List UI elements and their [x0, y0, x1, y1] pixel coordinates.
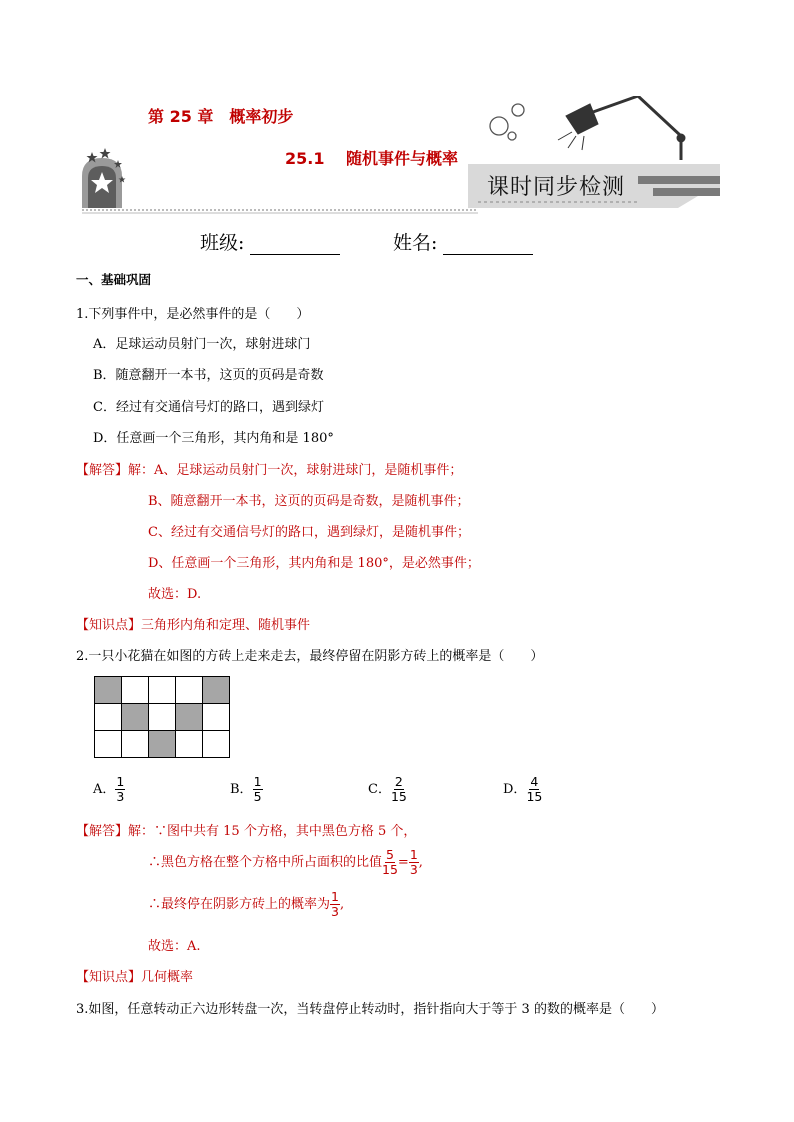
tile-shaded — [203, 677, 230, 704]
chapter-title: 第 25 章 概率初步 — [148, 107, 294, 126]
section-heading: 一、基础巩固 — [76, 272, 152, 287]
q2-prob-den: 3 — [331, 904, 339, 919]
name-label: 姓名: — [393, 232, 438, 254]
tile-white — [95, 704, 122, 731]
star-badge-icon — [82, 148, 126, 208]
q2-choice-b-fraction — [253, 775, 263, 804]
q2-knowledge-text: 几何概率 — [141, 970, 194, 985]
q2-choice-a — [93, 775, 125, 804]
tile-grid — [94, 676, 230, 758]
q2-choice-d-fraction — [526, 775, 542, 804]
tile-shaded — [122, 704, 149, 731]
q2-choice-a-num: 1 — [116, 774, 125, 789]
q1-option-b: B．随意翻开一本书，这页的页码是奇数 — [93, 368, 324, 383]
q2-answer-line-2 — [148, 848, 423, 877]
q2-prob-fraction — [330, 890, 340, 919]
q1-answer-line-5: 故选：D. — [148, 587, 202, 602]
q1-answer-line-3: C、经过有交通信号灯的路口，遇到绿灯，是随机事件； — [148, 525, 470, 540]
q2-ratio-num: 5 — [385, 847, 394, 862]
tile-shaded — [149, 731, 176, 758]
q2-choice-d-label: D． — [503, 782, 527, 797]
q2-choice-b-label: B． — [230, 782, 253, 797]
q2-prob-num: 1 — [331, 889, 339, 904]
q2-knowledge-tag: 【知识点】 — [76, 970, 142, 985]
tile-white — [203, 731, 230, 758]
q1-answer-tag: 【解答】 — [76, 463, 129, 478]
q2-choice-d-den: 15 — [526, 789, 543, 804]
q2-result-den: 3 — [409, 862, 418, 877]
q2-choice-c-num: 2 — [394, 774, 403, 789]
name-blank[interactable] — [443, 234, 533, 255]
q1-option-a: A．足球运动员射门一次，球射进球门 — [93, 337, 311, 352]
q1-knowledge — [76, 614, 310, 633]
q1-answer-line-1 — [76, 459, 462, 478]
tile-white — [122, 731, 149, 758]
q2-answer-suffix: , — [339, 897, 345, 912]
q2-choice-a-fraction — [115, 775, 125, 804]
q3-stem: 3.如图，任意转动正六边形转盘一次，当转盘停止转动时，指针指向大于等于 3 的数的概率是（ ） — [76, 1002, 664, 1017]
q2-knowledge — [76, 966, 193, 985]
q2-stem: 2.一只小花猫在如图的方砖上走来走去，最终停留在阴影方砖上的概率是（ ） — [76, 649, 544, 664]
bubbles-icon — [490, 104, 524, 140]
q2-ratio-fraction — [382, 848, 398, 877]
q2-answer-tag: 【解答】 — [76, 824, 129, 839]
q2-result-num: 1 — [409, 847, 418, 862]
q2-choice-c-fraction — [391, 775, 407, 804]
banner-title: 课时同步检测 — [487, 175, 626, 200]
q2-choice-a-den: 3 — [116, 789, 125, 804]
tile-row — [95, 731, 230, 758]
tile-white — [176, 731, 203, 758]
q2-choice-a-label: A． — [93, 782, 116, 797]
tile-shaded — [176, 704, 203, 731]
class-blank[interactable] — [250, 234, 340, 255]
q1-option-d: D．任意画一个三角形，其内角和是 180° — [93, 431, 334, 446]
class-label: 班级: — [200, 232, 245, 254]
desk-lamp-icon — [558, 96, 685, 160]
tile-white — [122, 677, 149, 704]
q2-ratio-den: 15 — [382, 862, 398, 877]
name-field[interactable] — [393, 228, 533, 255]
tile-white — [176, 677, 203, 704]
tile-white — [149, 677, 176, 704]
tile-row — [95, 677, 230, 704]
q2-comma: , — [418, 855, 423, 870]
tile-shaded — [95, 677, 122, 704]
q2-choice-b — [230, 775, 263, 804]
q2-answer-line-3 — [148, 890, 344, 919]
q2-choice-d-num: 4 — [530, 774, 539, 789]
q2-answer-text-1: 解：∵图中共有 15 个方格，其中黑色方格 5 个， — [128, 824, 417, 839]
q2-answer-text-2: ∴黑色方格在整个方格中所占面积的比值 — [148, 855, 383, 870]
q2-conclusion: 故选：A. — [148, 939, 201, 954]
section-title: 25.1 随机事件与概率 — [285, 149, 459, 168]
q2-choice-b-den: 5 — [253, 789, 262, 804]
tile-row — [95, 704, 230, 731]
tile-white — [95, 731, 122, 758]
tile-white — [149, 704, 176, 731]
q2-answer-text-3: ∴最终停在阴影方砖上的概率为 — [148, 897, 331, 912]
tile-white — [203, 704, 230, 731]
q2-choice-c-label: C． — [368, 782, 391, 797]
q2-choice-c — [368, 775, 407, 804]
q2-equals: = — [397, 855, 409, 870]
q1-answer-text-1: 解：A、足球运动员射门一次，球射进球门，是随机事件； — [128, 463, 463, 478]
q1-stem: 1.下列事件中，是必然事件的是（ ） — [76, 307, 310, 322]
class-field[interactable] — [200, 228, 340, 255]
q1-answer-line-4: D、任意画一个三角形，其内角和是 180°，是必然事件； — [148, 556, 480, 571]
q1-option-c: C．经过有交通信号灯的路口，遇到绿灯 — [93, 400, 324, 415]
q1-knowledge-text: 三角形内角和定理、随机事件 — [141, 618, 311, 633]
q2-answer-line-1 — [76, 820, 416, 839]
q2-choice-c-den: 15 — [390, 789, 407, 804]
q2-choice-b-num: 1 — [253, 774, 262, 789]
q2-choice-d — [503, 775, 542, 804]
q1-knowledge-tag: 【知识点】 — [76, 618, 142, 633]
q2-result-fraction — [409, 848, 419, 877]
q1-answer-line-2: B、随意翻开一本书，这页的页码是奇数，是随机事件； — [148, 494, 470, 509]
